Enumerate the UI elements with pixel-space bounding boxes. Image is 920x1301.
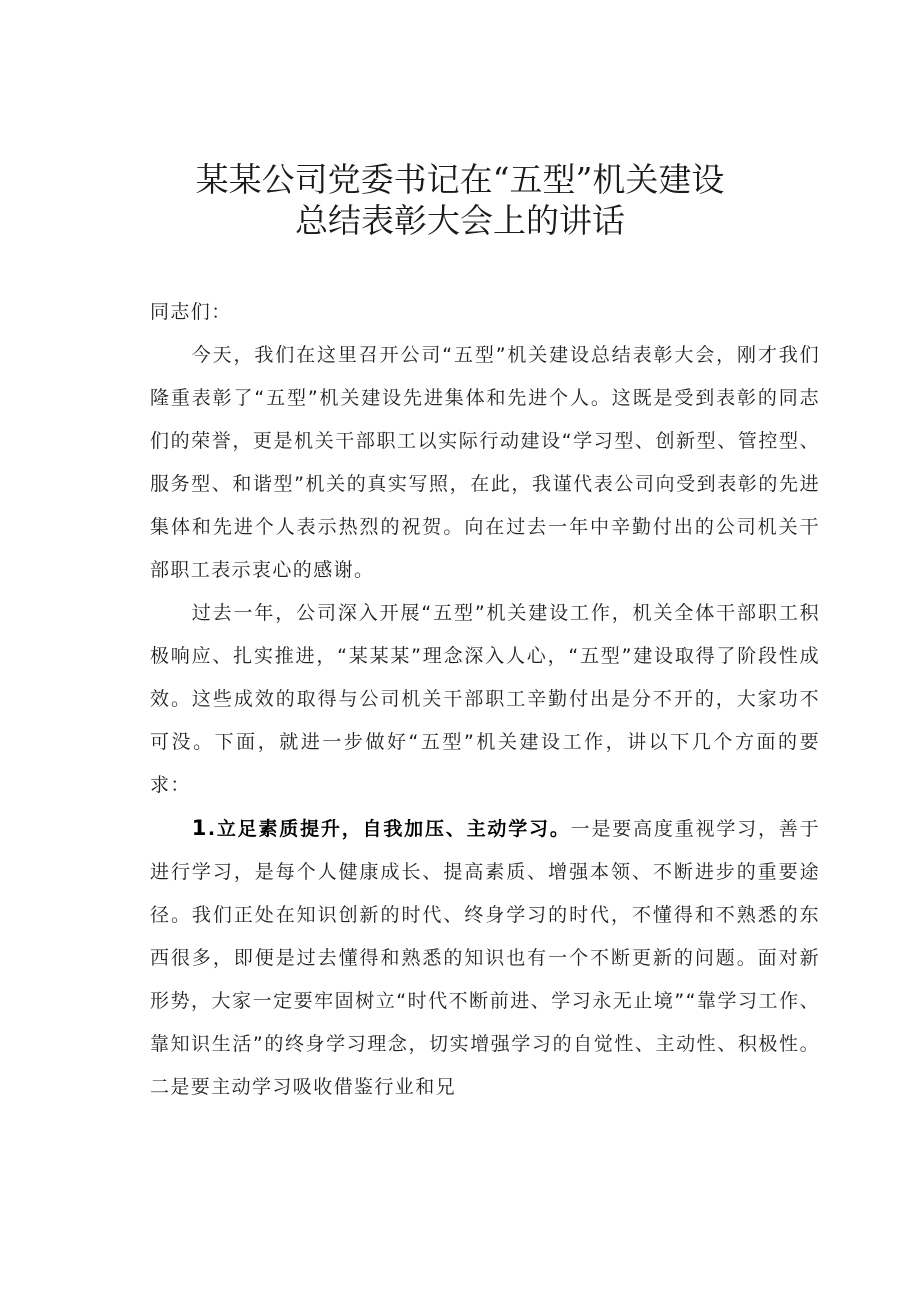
paragraph-review: 过去一年，公司深入开展“五型”机关建设工作，机关全体干部职工积极响应、扎实推进，“某某某”理念深入人心，“五型”建设取得了阶段性成效。这些成效的取得与公司机关干部职工辛勤付出是分不开的，大家功不可没。下面，就进一步做好“五型”机关建设工作，讲以下几个方面的要求：: [150, 602, 820, 796]
document-title-line-1: 某某公司党委书记在“五型”机关建设: [195, 160, 725, 199]
requirement-body: 一是要高度重视学习，善于进行学习，是每个人健康成长、提高素质、增强本领、不断进步的重要途径。我们正处在知识创新的时代、终身学习的时代，不懂得和不熟悉的东西很多，即便是过去懂得和熟悉的知识也有一个不断更新的问题。面对新形势，大家一定要牢固树立“时代不断前进、学习永无止境”“靠学习工作、靠知识生活”的终身学习理念，切实增强学习的自觉性、主动性、积极性。二是要主动学习吸收借鉴行业和兄: [150, 818, 820, 1098]
requirement-number: 1: [191, 816, 208, 840]
greeting: 同志们：: [150, 301, 232, 323]
paragraph-opening: 今天，我们在这里召开公司“五型”机关建设总结表彰大会，刚才我们隆重表彰了“五型”机关建设先进集体和先进个人。这既是受到表彰的同志们的荣誉，更是机关干部职工以实际行动建设“学习型、创新型、管控型、服务型、和谐型”机关的真实写照，在此，我谨代表公司向受到表彰的先进集体和先进个人表示热烈的祝贺。向在过去一年中辛勤付出的公司机关干部职工表示衷心的感谢。: [150, 344, 820, 581]
document-title-line-2: 总结表彰大会上的讲话: [295, 201, 625, 240]
document-body: [150, 291, 820, 1109]
paragraph-requirement-1: [150, 807, 820, 1109]
requirement-heading: .立足素质提升，自我加压、主动学习。: [207, 818, 571, 840]
